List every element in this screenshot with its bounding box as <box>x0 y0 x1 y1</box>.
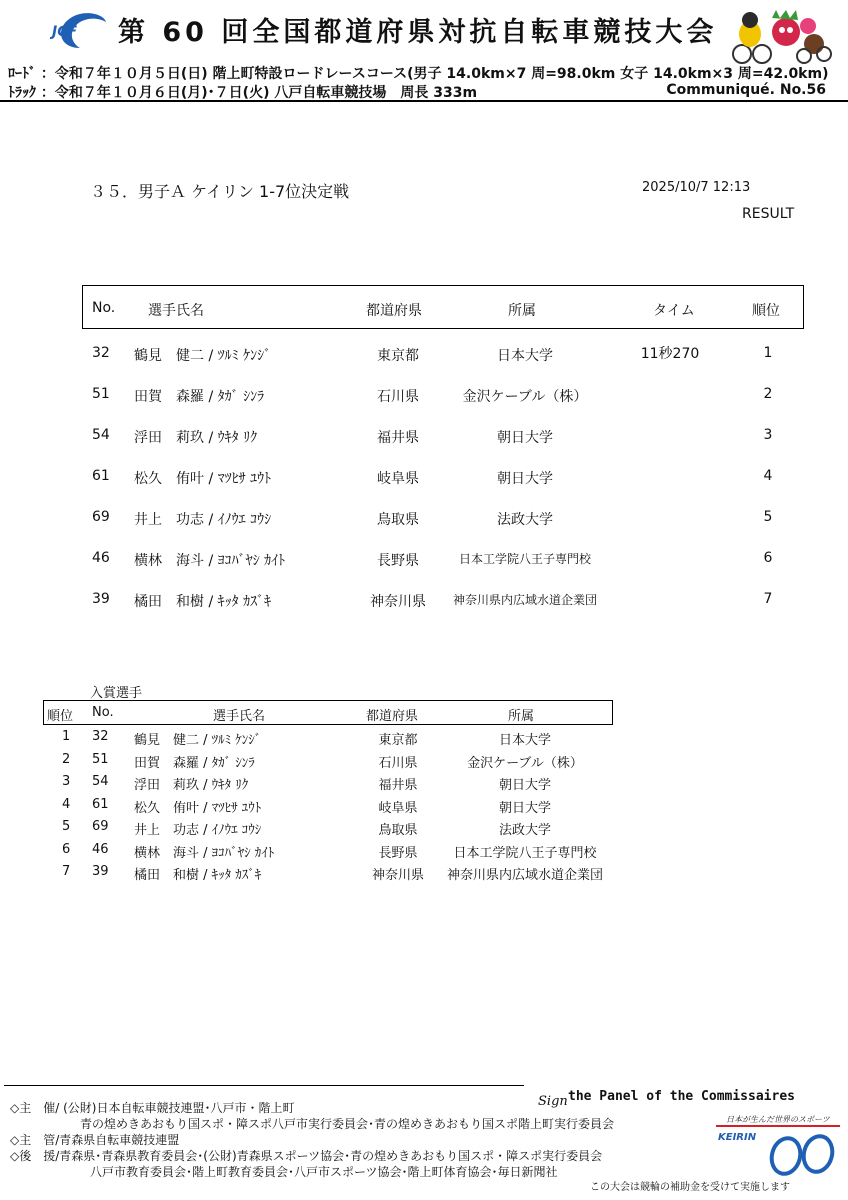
track-info: ﾄﾗｯｸ ：令和７年１０月６日(月)･７日(火) 八戸自転車競技場 周長 333m <box>8 85 478 101</box>
awards-header-name: 選手氏名 <box>213 709 266 724</box>
row-no: 61 <box>92 468 110 484</box>
row-team: 神奈川県内広域水道企業団 <box>452 593 598 607</box>
header-rank: 順位 <box>752 303 780 319</box>
header-no: No. <box>92 300 116 316</box>
row-name: 松久 侑叶 / ﾏﾂﾋｻ ﾕｳﾄ <box>134 471 272 487</box>
host-line-1: ◇主 催/ (公財)日本自転車競技連盟･八戸市・階上町 <box>10 1101 295 1115</box>
result-datetime: 2025/10/7 12:13 <box>642 180 751 195</box>
awards-header-rank: 順位 <box>47 709 74 724</box>
row-rank: 3 <box>763 427 773 443</box>
page-title: 第 60 回全国都道府県対抗自転車競技大会 <box>118 17 718 48</box>
awards-title: 入賞選手 <box>90 686 143 701</box>
row-name: 浮田 莉玖 / ｳｷﾀ ﾘｸ <box>134 430 258 446</box>
award-row-no: 46 <box>92 841 109 857</box>
award-row-name: 浮田 莉玖 / ｳｷﾀ ﾘｸ <box>134 778 249 793</box>
award-row-prefecture: 東京都 <box>378 733 418 748</box>
road-info: ﾛｰﾄﾞ ：令和７年１０月５日(日) 階上町特設ロードレースコース(男子 14.0km×7 周=98.0km 女子 14.0km×3 周=42.0km) <box>8 66 829 82</box>
award-row-no: 32 <box>92 729 109 744</box>
jcf-logo-text: JCF <box>52 24 78 40</box>
row-prefecture: 東京都 <box>377 348 419 364</box>
row-prefecture: 鳥取県 <box>377 512 419 528</box>
row-prefecture: 岐阜県 <box>377 471 419 487</box>
row-rank: 2 <box>763 386 773 402</box>
header-time: タイム <box>653 303 695 319</box>
award-row-team: 神奈川県内広域水道企業団 <box>446 868 604 883</box>
commissaires-panel-label: the Panel of the Commissaires <box>568 1089 795 1104</box>
row-rank: 7 <box>763 591 773 607</box>
award-row-no: 51 <box>92 751 109 767</box>
header-divider <box>0 100 848 102</box>
award-row-rank: 7 <box>62 864 71 879</box>
row-rank: 1 <box>763 345 773 361</box>
row-no: 51 <box>92 386 110 402</box>
award-row-prefecture: 鳥取県 <box>378 823 418 838</box>
row-rank: 6 <box>763 550 773 566</box>
award-row-no: 69 <box>92 819 109 834</box>
award-row-team: 日本大学 <box>498 733 552 748</box>
row-team: 朝日大学 <box>497 430 553 446</box>
award-row-prefecture: 長野県 <box>378 845 418 861</box>
keirin-logo <box>714 1112 844 1178</box>
award-row-rank: 3 <box>62 774 71 789</box>
event-title: ３５．男子Ａ ケイリン 1-7位決定戦 <box>90 182 350 201</box>
row-no: 69 <box>92 509 110 525</box>
row-no: 32 <box>92 345 110 361</box>
award-row-prefecture: 福井県 <box>378 778 418 793</box>
award-row-no: 61 <box>92 796 109 812</box>
communique-number: Communiqué. No.56 <box>666 82 826 98</box>
award-row-name: 井上 功志 / ｲﾉｳｴ ｺｳｼ <box>134 823 262 838</box>
support-line-1: ◇後 援/青森県･青森県教育委員会･(公財)青森県スポーツ協会･青の煌めきあおもり国スポ・障スポ実行委員会 <box>10 1149 603 1163</box>
row-name: 鶴見 健二 / ﾂﾙﾐ ｹﾝｼﾞ <box>134 348 272 364</box>
sign-label: Sign <box>538 1094 568 1109</box>
award-row-name: 橘田 和樹 / ｷｯﾀ ｶｽﾞｷ <box>134 868 262 883</box>
support-line-2: 八戸市教育委員会･階上町教育委員会･八戸市スポーツ協会･階上町体育協会･毎日新聞社 <box>90 1165 558 1179</box>
row-team: 日本大学 <box>497 348 553 364</box>
subsidy-note: この大会は競輪の補助金を受けて実施します <box>590 1182 790 1193</box>
row-no: 46 <box>92 550 110 566</box>
awards-header-prefecture: 都道府県 <box>366 709 419 724</box>
host-line-2: 青の煌めきあおもり国スポ・障スポ八戸市実行委員会･青の煌めきあおもり国スポ階上町実行委員会 <box>80 1117 615 1131</box>
row-team: 日本工学院八王子専門校 <box>458 552 592 566</box>
award-row-prefecture: 岐阜県 <box>378 800 418 816</box>
award-row-name: 横林 海斗 / ﾖｺﾊﾞﾔｼ ｶｲﾄ <box>134 845 275 861</box>
row-prefecture: 福井県 <box>377 430 419 446</box>
row-no: 54 <box>92 427 110 443</box>
award-row-rank: 2 <box>62 751 71 767</box>
awards-header-team: 所属 <box>508 709 535 724</box>
row-name: 田賀 森羅 / ﾀｶﾞ ｼﾝﾗ <box>134 389 265 405</box>
row-time: 11秒270 <box>640 346 700 362</box>
row-prefecture: 神奈川県 <box>370 594 426 610</box>
award-row-no: 54 <box>92 774 109 789</box>
award-row-rank: 4 <box>62 796 71 812</box>
award-row-name: 田賀 森羅 / ﾀｶﾞ ｼﾝﾗ <box>134 755 255 771</box>
keirin-name: KEIRIN <box>718 1132 757 1143</box>
keirin-tagline: 日本が生んだ世界のスポーツ <box>726 1115 830 1124</box>
footer-divider <box>4 1085 524 1086</box>
result-label: RESULT <box>742 206 795 222</box>
award-row-name: 鶴見 健二 / ﾂﾙﾐ ｹﾝｼﾞ <box>134 733 262 748</box>
mascot-illustration <box>728 8 840 64</box>
row-name: 橘田 和樹 / ｷｯﾀ ｶｽﾞｷ <box>134 594 272 610</box>
row-prefecture: 石川県 <box>377 389 419 405</box>
row-no: 39 <box>92 591 110 607</box>
award-row-team: 朝日大学 <box>498 778 552 793</box>
header-team: 所属 <box>508 303 536 319</box>
award-row-name: 松久 侑叶 / ﾏﾂﾋｻ ﾕｳﾄ <box>134 800 262 816</box>
manage-line: ◇主 管/青森県自転車競技連盟 <box>10 1133 180 1147</box>
row-name: 横林 海斗 / ﾖｺﾊﾞﾔｼ ｶｲﾄ <box>134 553 286 569</box>
row-rank: 5 <box>763 509 773 525</box>
row-name: 井上 功志 / ｲﾉｳｴ ｺｳｼ <box>134 512 272 528</box>
row-team: 金沢ケーブル（株） <box>462 389 588 405</box>
row-team: 法政大学 <box>497 512 553 528</box>
award-row-rank: 1 <box>62 729 71 744</box>
jcf-logo <box>50 8 110 54</box>
header-prefecture: 都道府県 <box>366 303 422 319</box>
award-row-prefecture: 石川県 <box>378 755 418 771</box>
award-row-rank: 5 <box>62 819 71 834</box>
award-row-prefecture: 神奈川県 <box>371 868 425 883</box>
row-team: 朝日大学 <box>497 471 553 487</box>
award-row-team: 日本工学院八王子専門校 <box>453 845 597 861</box>
awards-header-no: No. <box>92 705 114 720</box>
award-row-no: 39 <box>92 864 109 879</box>
award-row-team: 金沢ケーブル（株） <box>467 755 583 771</box>
row-rank: 4 <box>763 468 773 484</box>
row-prefecture: 長野県 <box>377 553 419 569</box>
award-row-team: 法政大学 <box>498 823 552 838</box>
award-row-team: 朝日大学 <box>498 800 552 816</box>
header-name: 選手氏名 <box>148 303 204 319</box>
award-row-rank: 6 <box>62 841 71 857</box>
